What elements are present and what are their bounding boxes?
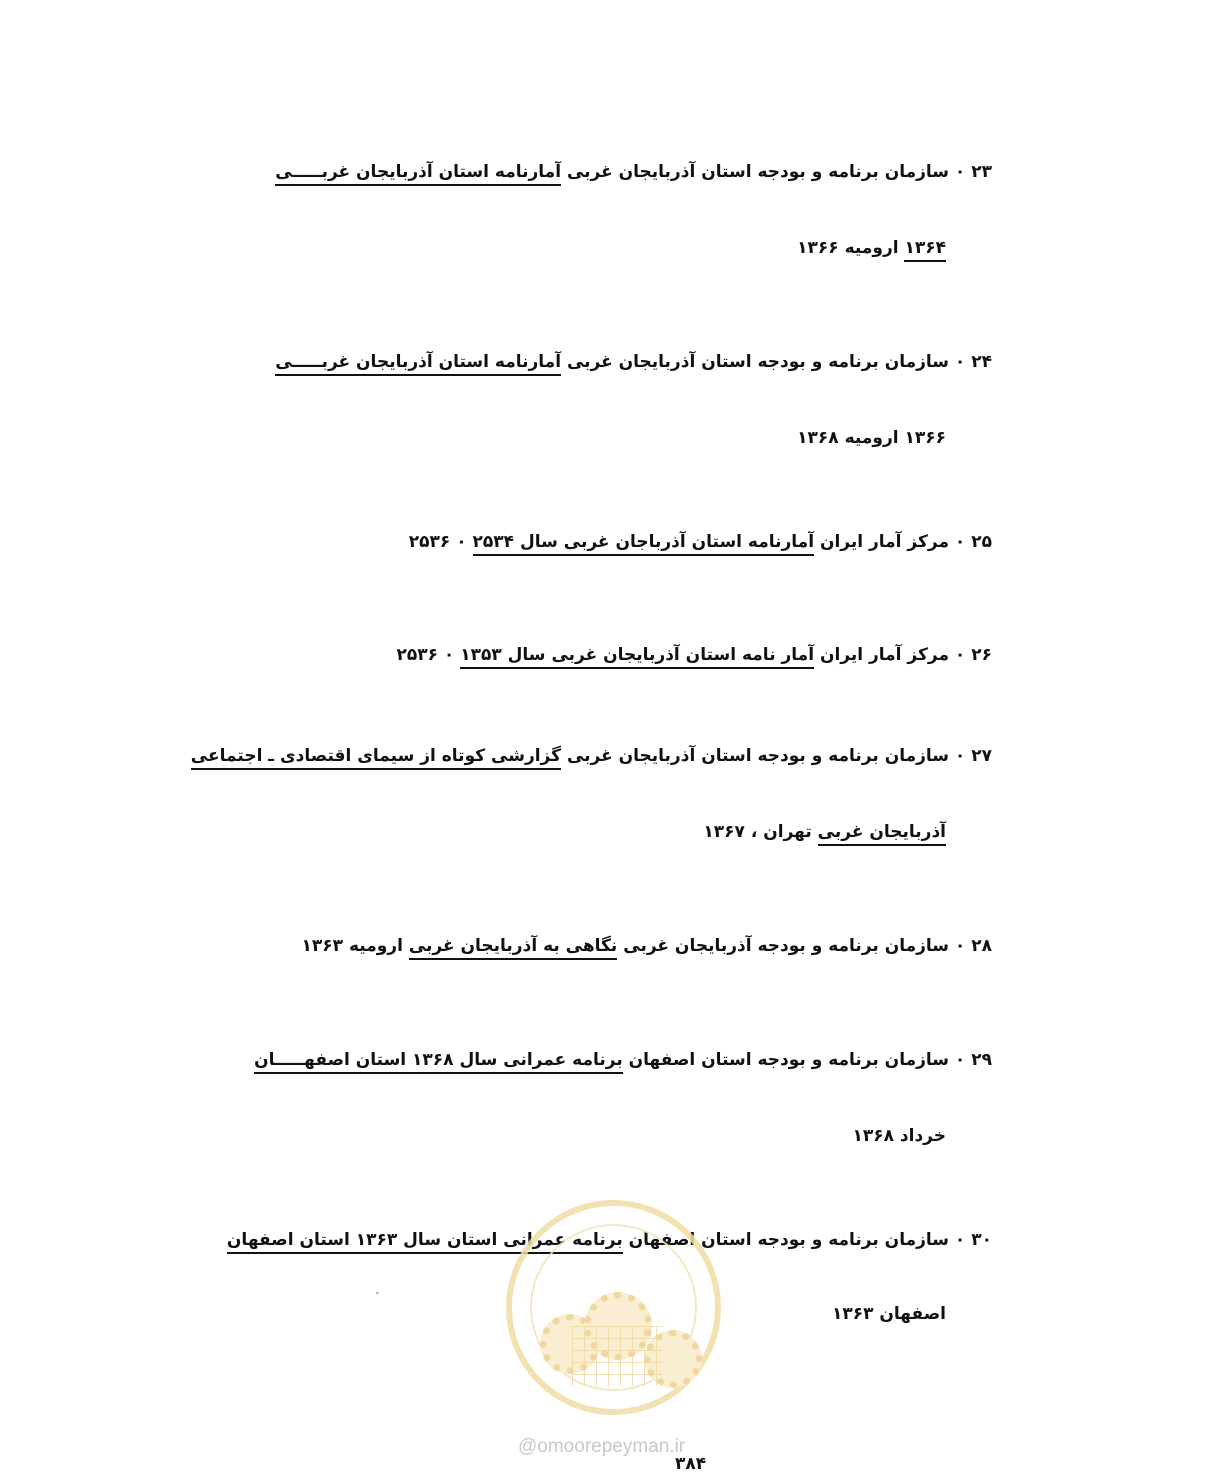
reference-title: ۱۳۶۴ xyxy=(904,238,946,262)
reference-text: خرداد ۱۳۶۸ xyxy=(852,1126,946,1146)
reference-text: اصفهان ۱۳۶۳ xyxy=(831,1304,946,1324)
reference-title: آمارنامه استان آذربایجان غرب xyxy=(322,162,561,186)
reference-text: ۲۵ ۰ مرکز آمار ایران xyxy=(814,532,992,552)
reference-title: آذربایجان غربی xyxy=(818,822,946,846)
reference-text: ۲۴ ۰ سازمان برنامه و بودجه استان آذربایجان غربی xyxy=(561,352,992,372)
reference-title: آمار نامه استان آذربایجان غربی سال ۱۳۵۳ xyxy=(460,645,814,669)
reference-title: برنامه عمرانی سال ۱۳۶۸ استان اصفه xyxy=(304,1050,623,1074)
reference-text: ۲۳ ۰ سازمان برنامه و بودجه استان آذربایجان غربی xyxy=(561,162,992,182)
reference-title-tail: ـــــی xyxy=(275,162,321,186)
reference-continuation xyxy=(703,820,946,844)
reference-text: ۱۳۶۶ ارومیه ۱۳۶۸ xyxy=(797,428,946,448)
speck xyxy=(376,1292,379,1294)
reference-title-tail: ـــــان xyxy=(254,1050,304,1074)
reference-continuation xyxy=(797,236,946,260)
reference-entry xyxy=(254,1048,992,1072)
reference-text: ۲۶ ۰ مرکز آمار ایران xyxy=(814,645,992,665)
reference-title: نگاهی به آذربایجان غربی xyxy=(409,936,618,960)
reference-text: تهران ، ۱۳۶۷ xyxy=(703,822,818,842)
reference-entry xyxy=(409,530,992,554)
reference-continuation xyxy=(832,1302,946,1326)
reference-entry xyxy=(302,934,992,958)
reference-entry xyxy=(191,744,992,768)
watermark-url: @omoorepeyman.ir xyxy=(518,1436,686,1457)
reference-text: ۲۷ ۰ سازمان برنامه و بودجه استان آذربایجان غربی xyxy=(561,746,992,766)
reference-text: ۲۹ ۰ سازمان برنامه و بودجه استان اصفهان xyxy=(622,1050,992,1070)
watermark-logo-icon xyxy=(506,1200,721,1415)
reference-entry xyxy=(275,160,992,184)
reference-title: گزارشی کوتاه از سیمای اقتصادی ـ اجتماعی xyxy=(191,746,561,770)
reference-text: ارومیه ۱۳۶۳ xyxy=(301,936,409,956)
reference-text: ارومیه ۱۳۶۶ xyxy=(797,238,905,258)
page-number: ۳۸۴ xyxy=(675,1454,707,1474)
reference-title: آمارنامه استان آذرباجان غربی سال ۲۵۳۴ xyxy=(473,532,814,556)
reference-text: ۳۰ ۰ سازمان برنامه و بودجه استان اصفهان xyxy=(622,1230,992,1250)
reference-title: آمارنامه استان آذربایجان غرب xyxy=(322,352,561,376)
reference-text: ۲۸ ۰ سازمان برنامه و بودجه آذربایجان غربی xyxy=(617,936,992,956)
reference-entry xyxy=(275,350,992,374)
reference-text: ۰ ۲۵۳۶ xyxy=(396,645,461,665)
reference-title: برنامه عمرانی استان سال ۱۳۶۳ استان اصفهان xyxy=(227,1230,623,1254)
reference-continuation xyxy=(852,1124,946,1148)
reference-continuation xyxy=(797,426,946,450)
reference-text: ۰ ۲۵۳۶ xyxy=(408,532,473,552)
reference-entry xyxy=(396,643,992,667)
reference-title-tail: ـــــی xyxy=(275,352,321,376)
